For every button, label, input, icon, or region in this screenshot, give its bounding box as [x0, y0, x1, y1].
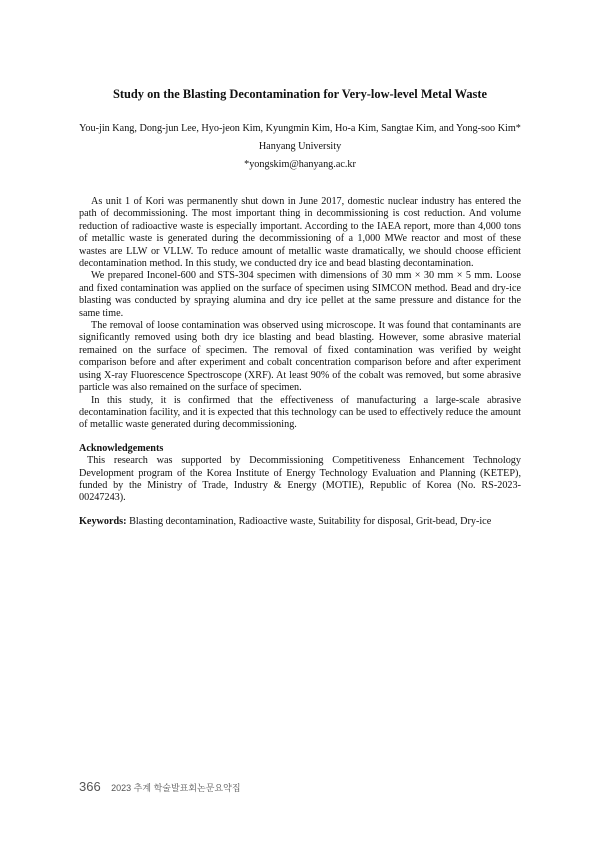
acknowledgements-text: This research was supported by Decommissioning Competitiveness Enhancement Technology Development program of the Korea Institute of Energy Technology Evaluation and Planning (KETEP), funded by the Ministry of Trade, Industry & Energy (MOTIE), Republic of Korea (No. RS-2023-00247243).	[79, 455, 521, 504]
keywords-label: Keywords:	[79, 515, 127, 527]
keywords-section	[79, 516, 521, 528]
affiliation: Hanyang University	[258, 141, 342, 152]
body-paragraph-3: The removal of loose contamination was observed using microscope. It was found that contaminants are significantly removed using both dry ice blasting and bead blasting. However, some abrasive material remained on the surface of specimen. The removal of fixed contamination was verified by weight comparison before and after experiment and cobalt concentration comparison before and after experiment using X-ray Fluorescence Spectroscope (XRF). At least 90% of the cobalt was removed, but some abrasive particle was also remained on the surface of specimen.	[79, 320, 521, 394]
acknowledgements-heading: Acknowledgements	[79, 442, 164, 454]
author-list: You-jin Kang, Dong-jun Lee, Hyo-jeon Kim, Kyungmin Kim, Ho-a Kim, Sangtae Kim, and Yong-soo Kim*	[79, 123, 521, 134]
abstract-body	[79, 196, 521, 528]
body-paragraph-1: As unit 1 of Kori was permanently shut down in June 2017, domestic nuclear industry has entered the path of decommissioning. The most important thing in decommissioning is cost reduction. And volume reduction of radioactive waste is especially important. According to the IAEA report, more than 4,000 tons of metallic waste is generated during the decommissioning of a 1,000 MWe reactor and most of these wastes are LLW or VLLW. To reduce amount of metallic waste dramatically, we should choose efficient decontamination method. In this study, we conducted dry ice and bead blasting decontamination.	[79, 196, 521, 270]
body-paragraph-4: In this study, it is confirmed that the effectiveness of manufacturing a large-scale abrasive decontamination facility, and it is expected that this technology can be used to effectively reduce the amount of metallic waste generated during decommissioning.	[79, 394, 521, 431]
keywords-text: Blasting decontamination, Radioactive waste, Suitability for disposal, Grit-bead, Dry-ice	[129, 515, 492, 527]
body-paragraph-2: We prepared Inconel-600 and STS-304 specimen with dimensions of 30 mm × 30 mm × 5 mm. Loose and fixed contamination was applied on the surface of specimen using SIMCON method. Bead and dry-ice blasting was conducted by spraying alumina and dry ice pellet at the same pressure and distance for the same time.	[79, 270, 521, 319]
page-footer	[79, 778, 241, 796]
corresponding-email: *yongskim@hanyang.ac.kr	[244, 159, 356, 170]
page-number: 366	[79, 779, 101, 794]
paper-title: Study on the Blasting Decontamination for Very-low-level Metal Waste	[113, 87, 487, 101]
publication-name: 2023 추계 학술발표회논문요약집	[111, 783, 241, 793]
